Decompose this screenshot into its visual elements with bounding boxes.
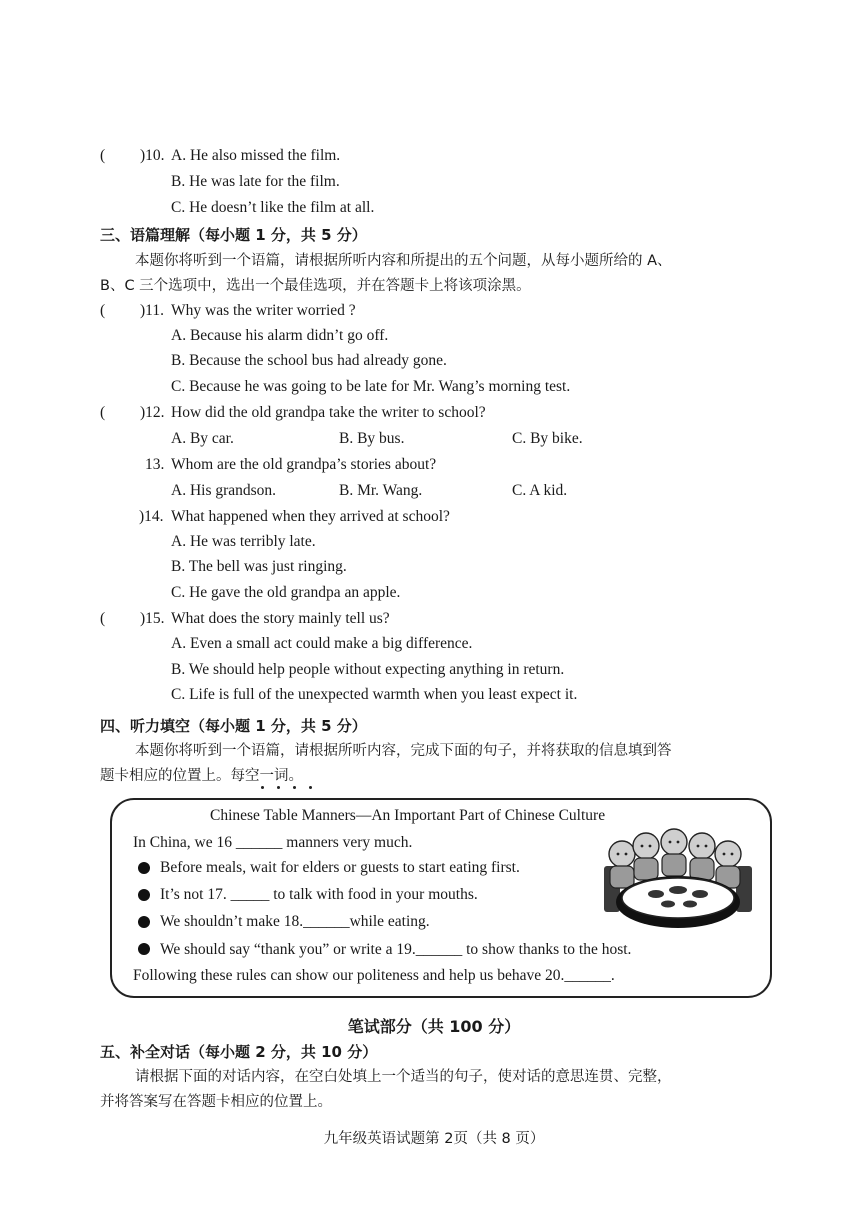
section-instructions: 本题你将听到一个语篇，请根据所听内容和所提出的五个问题，从每小题所给的 A、 <box>135 253 672 269</box>
option-a: A. By car. <box>171 430 234 447</box>
question-number: )12. <box>140 404 165 421</box>
question-stem: What happened when they arrived at school? <box>171 508 450 525</box>
section-instructions: B、C 三个选项中，选出一个最佳选项，并在答题卡上将该项涂黑。 <box>100 278 531 294</box>
bullet-icon <box>138 889 150 901</box>
option-c: C. He doesn’t like the film at all. <box>171 199 375 216</box>
box-line: Following these rules can show our politeness and help us behave 20.______. <box>133 967 615 984</box>
question-stem: What does the story mainly tell us? <box>171 610 390 627</box>
question-number: )15. <box>140 610 165 627</box>
option-c: C. Life is full of the unexpected warmth when you least expect it. <box>171 686 578 703</box>
option-a: A. He also missed the film. <box>171 147 341 164</box>
option-b: B. Because the school bus had already gone. <box>171 352 447 369</box>
option-c: C. Because he was going to be late for Mr. Wang’s morning test. <box>171 378 571 395</box>
option-a: A. His grandson. <box>171 482 277 499</box>
option-a: A. He was terribly late. <box>171 533 316 550</box>
page-footer: 九年级英语试题第 2页（共 8 页） <box>323 1131 545 1147</box>
option-a: A. Because his alarm didn’t go off. <box>171 327 389 344</box>
box-bullet-item: We should say “thank you” or write a 19.______ to show thanks to the host. <box>160 941 632 958</box>
answer-paren: ( <box>100 302 106 319</box>
question-stem: How did the old grandpa take the writer to school? <box>171 404 486 421</box>
bullet-icon <box>138 862 150 874</box>
option-c: C. By bike. <box>512 430 583 447</box>
family-dinner-table-illustration-icon <box>598 826 758 938</box>
question-number: )14. <box>139 508 164 525</box>
question-stem: Why was the writer worried ? <box>171 302 356 319</box>
answer-paren: ( <box>100 404 106 421</box>
section-instructions: 并将答案写在答题卡相应的位置上。 <box>100 1094 332 1110</box>
answer-paren: ( <box>100 610 106 627</box>
option-a: A. Even a small act could make a big difference. <box>171 635 473 652</box>
question-stem: Whom are the old grandpa’s stories about? <box>171 456 437 473</box>
section-heading: 四、听力填空（每小题 1 分，共 5 分） <box>100 717 367 735</box>
option-b: B. Mr. Wang. <box>339 482 423 499</box>
option-b: B. He was late for the film. <box>171 173 340 190</box>
bullet-icon <box>138 916 150 928</box>
section-instructions: 本题你将听到一个语篇，请根据所听内容，完成下面的句子，并将获取的信息填到答 <box>135 743 672 759</box>
question-number: )11. <box>140 302 164 319</box>
section-heading: 三、语篇理解（每小题 1 分，共 5 分） <box>100 226 367 244</box>
section-instructions: 题卡相应的位置上。每空一词。 <box>100 768 303 784</box>
box-bullet-item: Before meals, wait for elders or guests to start eating first. <box>160 859 520 876</box>
answer-paren: ( <box>100 147 106 164</box>
written-part-title: 笔试部分（共 100 分） <box>347 1017 521 1036</box>
section-instructions: 请根据下面的对话内容，在空白处填上一个适当的句子，使对话的意思连贯、完整， <box>135 1069 672 1085</box>
box-title: Chinese Table Manners—An Important Part of Chinese Culture <box>210 807 606 824</box>
option-b: B. The bell was just ringing. <box>171 558 347 575</box>
box-line: In China, we 16 ______ manners very much. <box>133 834 413 851</box>
question-number: )10. <box>140 147 165 164</box>
section-heading: 五、补全对话（每小题 2 分，共 10 分） <box>100 1043 378 1061</box>
option-c: C. A kid. <box>512 482 568 499</box>
box-bullet-item: We shouldn’t make 18.______while eating. <box>160 913 430 930</box>
option-c: C. He gave the old grandpa an apple. <box>171 584 401 601</box>
question-number: 13. <box>145 456 165 473</box>
option-b: B. We should help people without expecting anything in return. <box>171 661 565 678</box>
bullet-icon <box>138 943 150 955</box>
option-b: B. By bus. <box>339 430 405 447</box>
box-bullet-item: It’s not 17. _____ to talk with food in your mouths. <box>160 886 478 903</box>
